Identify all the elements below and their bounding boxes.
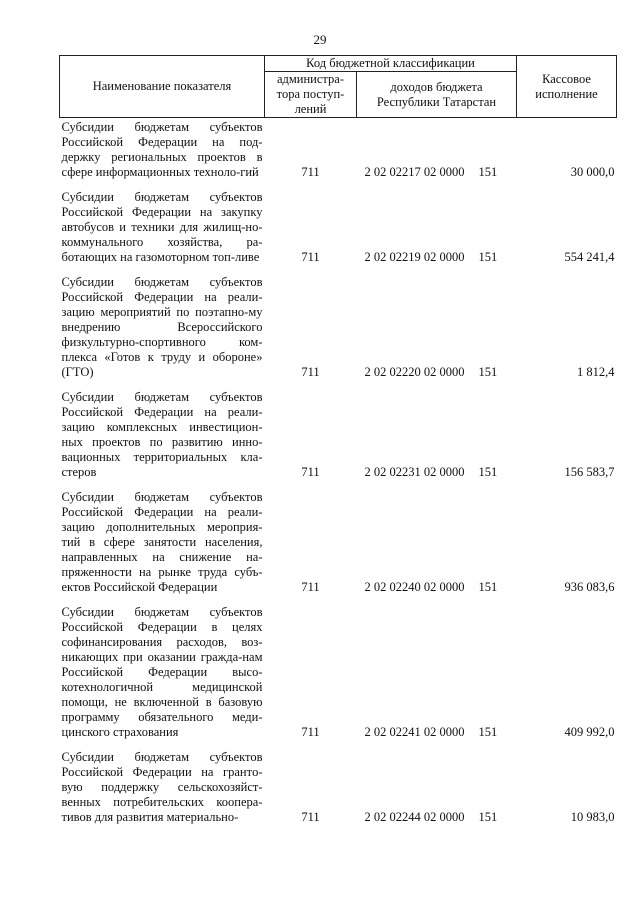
revenue-code bbox=[357, 188, 517, 265]
table-row bbox=[60, 388, 617, 480]
revenue-code-kind: 151 bbox=[478, 250, 498, 264]
table-row bbox=[60, 748, 617, 825]
table-row bbox=[60, 603, 617, 740]
page-number: 29 bbox=[313, 32, 327, 47]
indicator-name: Субсидии бюджетам субъектов Российской Федерации на реали-зацию мероприятий по поэтапно-му внедрению Всероссийского физкультурно-спортивного ком-плекса «Готов к труду и обороне» (ГТО) bbox=[61, 275, 263, 379]
indicator-name: Субсидии бюджетам субъектов Российской Федерации на реали-зацию дополнительных мероприя-тий в сфере занятости населения, направленных на снижение на-пряженности на рынке труда субъ-ектов Российской Федерации bbox=[61, 490, 263, 594]
administrator-code: 711 bbox=[301, 165, 320, 179]
header-indicator-name: Наименование показателя bbox=[60, 56, 265, 118]
revenue-code bbox=[357, 273, 517, 380]
revenue-code-number: 2 02 02217 02 0000 bbox=[364, 165, 465, 179]
row-spacer bbox=[60, 380, 617, 388]
indicator-name: Субсидии бюджетам субъектов Российской Федерации на закупку автобусов и техники для жилищ-но-коммунального хозяйства, ра-ботающих на газомоторном топ-ливе bbox=[61, 190, 263, 264]
cash-execution-amount: 409 992,0 bbox=[564, 725, 615, 739]
header-cash-execution: Кассовое исполнение bbox=[517, 56, 617, 118]
revenue-code-number: 2 02 02241 02 0000 bbox=[364, 725, 465, 739]
header-revenue: доходов бюджета Республики Татарстан bbox=[357, 72, 517, 118]
revenue-code-number: 2 02 02219 02 0000 bbox=[364, 250, 465, 264]
revenue-code bbox=[357, 748, 517, 825]
revenue-code-kind: 151 bbox=[478, 165, 498, 179]
administrator-code: 711 bbox=[301, 365, 320, 379]
row-spacer bbox=[60, 740, 617, 748]
cash-execution-amount: 554 241,4 bbox=[564, 250, 615, 264]
table-body bbox=[60, 118, 617, 826]
revenue-code bbox=[357, 388, 517, 480]
administrator-code: 711 bbox=[301, 810, 320, 824]
header-administrator: администра-тора поступ-лений bbox=[265, 72, 357, 118]
administrator-code: 711 bbox=[301, 250, 320, 264]
cash-execution-amount: 936 083,6 bbox=[564, 580, 615, 594]
revenue-code-kind: 151 bbox=[478, 810, 498, 824]
row-spacer bbox=[60, 180, 617, 188]
cash-execution-amount: 156 583,7 bbox=[564, 465, 615, 479]
administrator-code: 711 bbox=[301, 725, 320, 739]
revenue-code bbox=[357, 118, 517, 181]
cash-execution-amount: 30 000,0 bbox=[570, 165, 615, 179]
table-row bbox=[60, 273, 617, 380]
revenue-code bbox=[357, 488, 517, 595]
revenue-code-number: 2 02 02244 02 0000 bbox=[364, 810, 465, 824]
revenue-code-number: 2 02 02240 02 0000 bbox=[364, 580, 465, 594]
indicator-name: Субсидии бюджетам субъектов Российской Федерации на под-держку региональных проектов в сфере информационных техноло-гий bbox=[61, 120, 263, 179]
indicator-name: Субсидии бюджетам субъектов Российской Федерации на реали-зацию комплексных инвестицион-ных проектов по развитию инно-вационных территориальных кла-стеров bbox=[61, 390, 263, 479]
revenue-code-kind: 151 bbox=[478, 725, 498, 739]
revenue-code-number: 2 02 02231 02 0000 bbox=[364, 465, 465, 479]
administrator-code: 711 bbox=[301, 465, 320, 479]
row-spacer bbox=[60, 265, 617, 273]
table-row bbox=[60, 188, 617, 265]
header-classification-code: Код бюджетной классификации bbox=[265, 56, 517, 72]
table-row bbox=[60, 118, 617, 181]
table-row bbox=[60, 488, 617, 595]
table-header bbox=[60, 56, 617, 118]
revenue-code bbox=[357, 603, 517, 740]
indicator-name: Субсидии бюджетам субъектов Российской Федерации в целях софинансирования расходов, воз-никающих при оказании граждa-нам Российской Федерации высо-котехнологичной медицинской помощи, не включенной в базовую программу обязательного меди-цинского страхования bbox=[61, 605, 263, 739]
indicator-name: Субсидии бюджетам субъектов Российской Федерации на грантo-вую поддержку сельскохозяйст-венных потребительских коопера-тивов для развития материально- bbox=[61, 750, 263, 824]
row-spacer bbox=[60, 480, 617, 488]
revenue-code-number: 2 02 02220 02 0000 bbox=[364, 365, 465, 379]
cash-execution-amount: 1 812,4 bbox=[577, 365, 615, 379]
revenue-code-kind: 151 bbox=[478, 465, 498, 479]
revenue-code-kind: 151 bbox=[478, 365, 498, 379]
cash-execution-amount: 10 983,0 bbox=[570, 810, 615, 824]
budget-table bbox=[59, 55, 617, 825]
administrator-code: 711 bbox=[301, 580, 320, 594]
row-spacer bbox=[60, 595, 617, 603]
revenue-code-kind: 151 bbox=[478, 580, 498, 594]
